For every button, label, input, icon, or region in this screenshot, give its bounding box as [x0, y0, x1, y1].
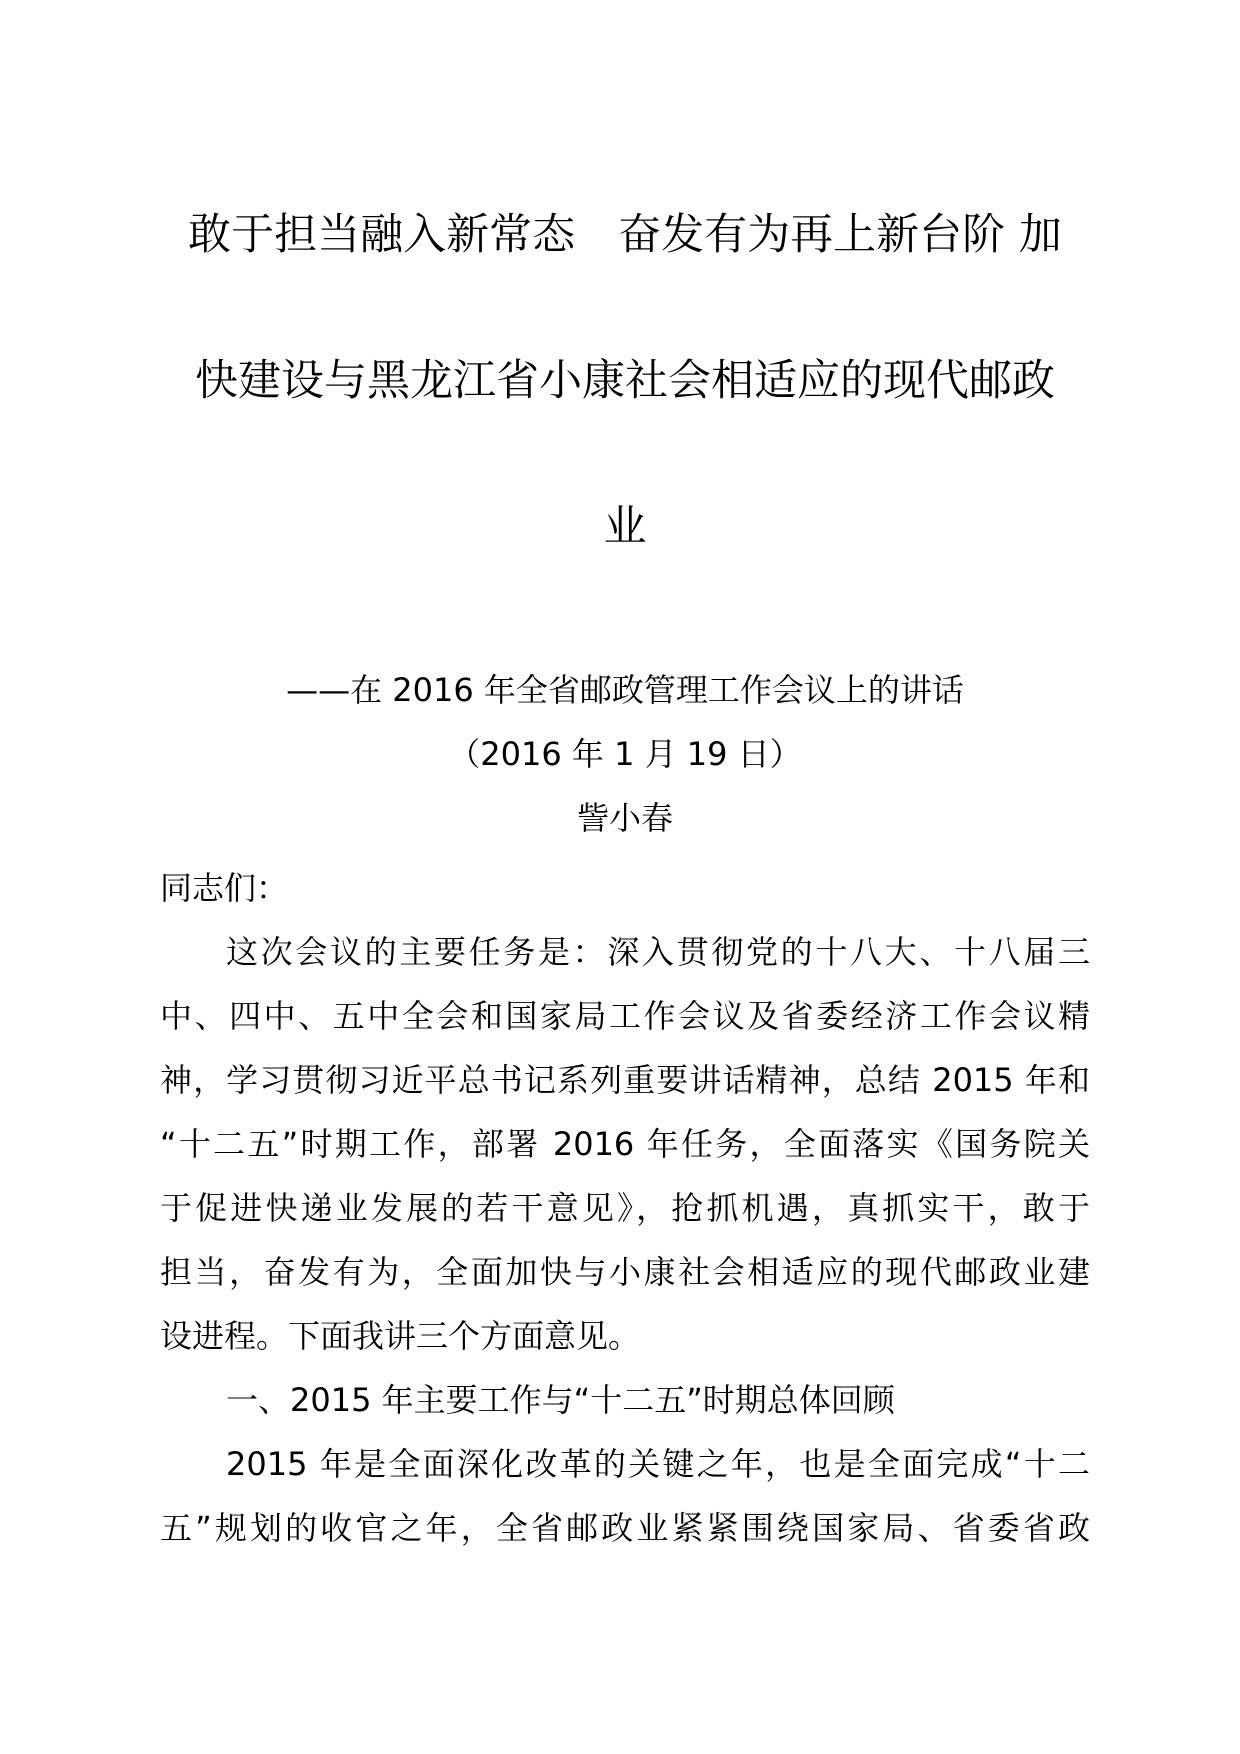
paragraph-line: “十二五”时期工作，部署 2016 年任务，全面落实《国务院关	[160, 1125, 1090, 1163]
paragraph-line: 于促进快递业发展的若干意见》，抢抓机遇，真抓实干，敢于	[160, 1189, 1090, 1227]
paragraph-line: 2015 年是全面深化改革的关键之年，也是全面完成“十二	[226, 1445, 1090, 1483]
paragraph-line: 中、四中、五中全会和国家局工作会议及省委经济工作会议精	[160, 997, 1090, 1035]
title-line-1: 敢于担当融入新常态 奋发有为再上新台阶 加	[188, 210, 1062, 260]
paragraph-line: 这次会议的主要任务是：深入贯彻党的十八大、十八届三	[226, 933, 1090, 971]
title-line-2: 快建设与黑龙江省小康社会相适应的现代邮政	[195, 356, 1055, 406]
section-heading: 一、2015 年主要工作与“十二五”时期总体回顾	[226, 1381, 895, 1419]
paragraph-line: 设进程。下面我讲三个方面意见。	[160, 1317, 641, 1355]
speech-subtitle: ——在 2016 年全省邮政管理工作会议上的讲话	[286, 671, 964, 709]
speech-date: （2016 年 1 月 19 日）	[448, 735, 802, 773]
title-line-3: 业	[603, 502, 647, 552]
paragraph-line: 五”规划的收官之年，全省邮政业紧紧围绕国家局、省委省政	[160, 1509, 1090, 1547]
document-title	[160, 162, 1090, 600]
paragraph-line: 担当，奋发有为，全面加快与小康社会相适应的现代邮政业建	[160, 1253, 1090, 1291]
speech-author: 訾小春	[576, 799, 673, 837]
salutation: 同志们：	[160, 869, 289, 907]
paragraph-line: 神，学习贯彻习近平总书记系列重要讲话精神，总结 2015 年和	[160, 1061, 1090, 1099]
